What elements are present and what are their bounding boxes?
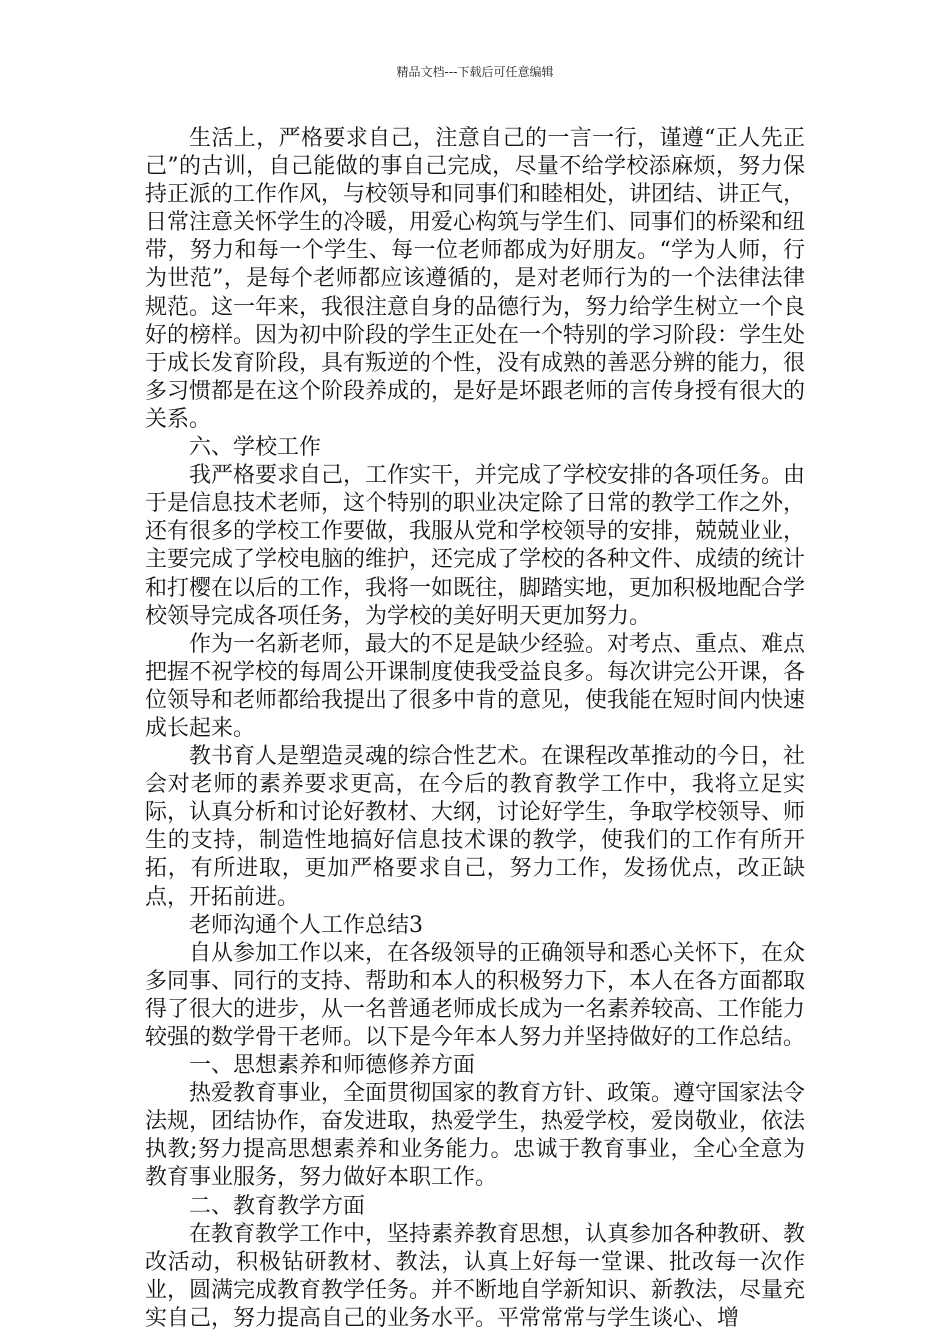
heading-school-work: 六、学校工作: [189, 435, 322, 461]
document-body: [145, 125, 805, 1333]
paragraph-new-teacher: 作为一名新老师，最大的不足是缺少经验。对考点、重点、难点把握不祝学校的每周公开课制度使我受益良多。每次讲完公开课，各位领导和老师都给我提出了很多中肯的意见，使我能在短时间内快速成长起来。: [145, 631, 806, 741]
paragraph-ethics: 热爱教育事业，全面贯彻国家的教育方针、政策。遵守国家法令法规，团结协作，奋发进取，热爱学生，热爱学校，爱岗敬业，依法执教;努力提高思想素养和业务能力。忠诚于教育事业，全心全意为教育事业服务，努力做好本职工作。: [145, 1081, 806, 1191]
paragraph-school-work: 我严格要求自己，工作实干，并完成了学校安排的各项任务。由于是信息技术老师，这个特别的职业决定除了日常的教学工作之外，还有很多的学校工作要做，我服从党和学校领导的安排，兢兢业业，主要完成了学校电脑的维护，还完成了学校的各种文件、成绩的统计和打樱在以后的工作，我将一如既往，脚踏实地，更加积极地配合学校领导完成各项任务，为学校的美好明天更加努力。: [145, 463, 806, 629]
heading-teaching: 二、教育教学方面: [189, 1193, 366, 1219]
page-header: 精品文档---下载后可任意编辑: [396, 65, 554, 79]
paragraph-teaching-art: 教书育人是塑造灵魂的综合性艺术。在课程改革推动的今日，社会对老师的素养要求更高，在今后的教育教学工作中，我将立足实际，认真分析和讨论好教材、大纲，讨论好学生，争取学校领导、师生的支持，制造性地搞好信息技术课的教学，使我们的工作有所开拓，有所进取，更加严格要求自己，努力工作，发扬优点，改正缺点，开拓前进。: [145, 744, 806, 910]
paragraph-teaching: 在教育教学工作中，坚持素养教育思想，认真参加各种教研、教改活动，积极钻研教材、教法，认真上好每一堂课、批改每一次作业，圆满完成教育教学任务。并不断地自学新知识、新教法，尽量充实自己，努力提高自己的业务水平。平常常常与学生谈心、增: [145, 1221, 806, 1331]
heading-ethics: 一、思想素养和师德修养方面: [189, 1053, 476, 1079]
paragraph-summary-intro: 自从参加工作以来，在各级领导的正确领导和悉心关怀下，在众多同事、同行的支持、帮助和本人的积极努力下，本人在各方面都取得了很大的进步，从一名普通老师成长成为一名素养较高、工作能力较强的数学骨干老师。以下是今年本人努力并坚持做好的工作总结。: [145, 940, 806, 1050]
heading-summary-3: 老师沟通个人工作总结3: [189, 912, 423, 938]
paragraph-life: 生活上，严格要求自己，注意自己的一言一行，谨遵“正人先正己”的古训，自己能做的事自己完成，尽量不给学校添麻烦，努力保持正派的工作作风，与校领导和同事们和睦相处，讲团结、讲正气，日常注意关怀学生的冷暖，用爱心构筑与学生们、同事们的桥梁和纽带，努力和每一个学生、每一位老师都成为好朋友。“学为人师，行为世范”，是每个老师都应该遵循的，是对老师行为的一个法律法律规范。这一年来，我很注意自身的品德行为，努力给学生树立一个良好的榜样。因为初中阶段的学生正处在一个特别的学习阶段：学生处于成长发育阶段，具有叛逆的个性，没有成熟的善恶分辨的能力，很多习惯都是在这个阶段养成的，是好是坏跟老师的言传身授有很大的关系。: [145, 126, 806, 432]
